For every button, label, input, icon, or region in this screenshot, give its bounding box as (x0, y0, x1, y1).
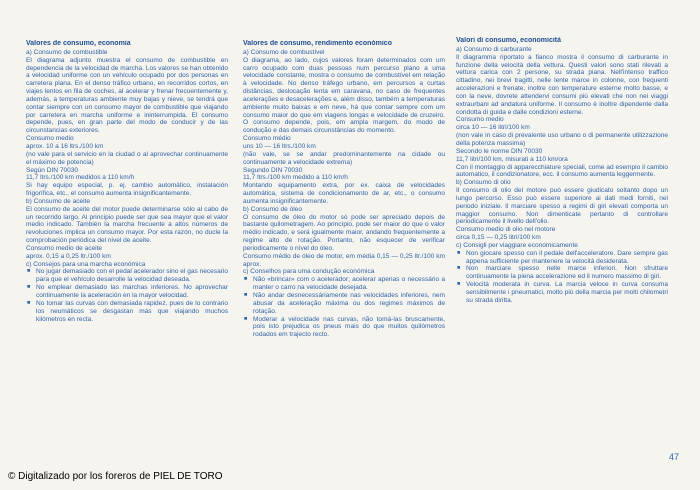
list-item: ■ Não andar desnecessáriamente nas velocidades inferiores, nem abusar da aceleração máxima ou dos regimes máximos de rotação. (243, 292, 445, 316)
section-heading: Valori di consumo, economicità (456, 37, 562, 44)
footer-credit: © Digitalizado por los foreros de PIEL DE TORO (8, 471, 223, 482)
paragraph: Il consumo di olio del motore può essere giudicato soltanto dopo un lungo percorso. Esso può essere superiore ai dati medi forniti, nel periodo iniziale. Il marciare spesso a regimi di giri elevati comporta un maggior consumo. Non dimenticate pertanto di controllare periodicamente il livello dell'olio. (456, 187, 668, 226)
paragraph: O consumo de óleo do motor só pode ser apreciado depois de bastante quilometragem. Ao princípio, pode ser maior do que o valor médio indicado, e será igualmente maior, andando frequentemente a regime alto de rotação. Portanto, não esquecer de verificar periodicamente o nível do óleo. (243, 213, 445, 252)
paragraph: (non vale in caso di prevalente uso urbano o di permanente utilizzazione della potenza massima) (456, 132, 668, 147)
list-item: ■ No tomar las curvas con demasiada rapidez, pues de lo contrario los neumáticos se desgastan más que viajando muchos kilómetros en recta. (26, 300, 228, 324)
paragraph: Consumo medio di olio nel motore (456, 226, 556, 234)
subheading: b) Consumo de aceite (26, 197, 91, 205)
paragraph: O diagrama, ao lado, cujos valores foram determinados com um carro ocupado com duas pessoas num percurso plano a uma velocidade constante, mostra o consumo de combustível em relação à velocidade. No denso tráfego urbano, em percursos a curtas distâncias, deslocação lenta em caravana, no caso de frequentes acelerações e desacelerações e, além disso, também a temperaturas ambiente muito baixas e em neve, há que contar sempre com um consumo maior do que em viagens longas e velocidade de cruzeiro. O consumo depende, pois, em ampla margem, do modo de condução e das demais circunstâncias do momento. (243, 56, 445, 135)
paragraph: uns 10 — 16 ltrs./100 km (243, 142, 316, 150)
paragraph: aprox. 0,15 a 0,25 ltr./100 km (26, 252, 111, 260)
list-item: ■ No jugar demasiado con el pedal acelerador sino el gas necesario para que el vehículo desarrolle la velocidad deseada. (26, 268, 228, 284)
paragraph: 11,7 ltrs./100 km medidos a 110 km/h (26, 174, 135, 182)
paragraph: (não vale, se se andar predominantemente na cidade ou continuamente a velocidade extrema) (243, 150, 445, 166)
subheading: a) Consumo de combustible (26, 48, 108, 56)
paragraph: circa 0,15 — 0,25 litri/100 km (456, 234, 541, 242)
subheading: a) Consumo di carburante (456, 45, 532, 53)
column-spanish (26, 40, 228, 323)
paragraph: Consumo médio de óleo de motor, em média 0,15 — 0,25 ltr./100 km aprox. (243, 252, 445, 268)
list-item: ■ Non giocare spesso con il pedale dell'acceleratore. Dare sempre gas appena sufficiente per mantenere la velocità desiderata. (456, 250, 668, 266)
subheading: b) Consumo di olio (456, 179, 511, 187)
list-item: ■ Non marciare spesso nelle marce inferiori. Non sfruttare continuamente la piena accelerazione ed il numero massimo di giri. (456, 265, 668, 281)
page-number: 47 (669, 452, 680, 462)
paragraph: Según DIN 70030 (26, 166, 79, 174)
list-item: ■ Velocità moderata in curva. La marcia veloce in curva consuma sensibilmente i pneumatici, molto più della marcia per molti chilometri su strada diritta. (456, 281, 668, 305)
subheading: c) Conselhos para uma condução económica (243, 268, 375, 276)
subheading: b) Consumo de óleo (243, 205, 302, 213)
paragraph: El consumo de aceite del motor puede determinarse sólo al cabo de un recorrido largo. Al principio puede ser que sea mayor que el valor medio indicado. También la marcha frecuente a altos números de revoluciones implica un consumo mayor. Por esta razón, no ducle la comprobación periódica del nivel de aceite. (26, 205, 228, 245)
paragraph: Consumo medio (26, 135, 74, 143)
paragraph: Segundo DIN 70030 (243, 166, 303, 174)
section-heading: Valores de consumo, rendimento económico (243, 40, 392, 47)
paragraph: Consumo médio (243, 135, 291, 143)
paragraph: circa 10 — 16 litri/100 km (456, 124, 530, 132)
paragraph: El diagrama adjunto muestra el consumo de combustible en dependencia de la velocidad de marcha. Los valores se han obtenido a velocidad uniforme con un vehículo ocupado por dos personas en carretera plana. En el denso tráfico urbano, en recorridos cortos, en viajes lentos en fila de coches, al acelerar y frenar frecuentemente y, además, a temperaturas ambiente muy bajas y nieve, se tendrá que contar siempre con un consumo mayor de combustible que viajando por carretera en marcha uniforme e ininterrumpida. El consumo depende, pues, en gran parte del modo de conducir y de las circunstancias exteriores. (26, 56, 228, 135)
paragraph: Il diagramma riportato a fianco mostra il consumo di carburante in funzione della velocità della vettura. Questi valori sono stati rilevati a vettura carica con 2 persone, su strada piana. Nell'intenso traffico cittadino, nei brevi tragitti, nelle lente marce in colonne, con frequenti accelerazioni e frenate, inoltre con temperature esterne molto basse, e con la neve, dovrete attendervi consumi più elevati che non nei viaggi extraurbani ad andatura uniforme. Il consumo è inoltre dipendente dalla condotta di guida e dalle condizioni esterne. (456, 53, 668, 116)
list-item: ■ Moderar a velocidade nas curvas, não tomá-las bruscamente, pois isto prejudica os pneus mais do que muitos quilómetros rodados em trajecto recto. (243, 316, 445, 340)
list-item: ■ No emplear demasiado las marchas inferiores. No aprovechar continuamente la aceleración en la mayor velocidad. (26, 284, 228, 300)
section-heading: Valores de consumo, economia (26, 40, 131, 47)
list-item: ■ Não «brincar» com o acelerador; acelerar apenas o necessário a manter o carro na velocidade desejada. (243, 276, 445, 292)
paragraph: (no vale para el servicio en la ciudad o al aprovechar continuamente el máximo de potencia) (26, 150, 228, 166)
paragraph: Con il montaggio di apparecchiature speciali, come ad esempio il cambio automatico, il condizionatore, ecc. il consumo aumenta leggermente. (456, 163, 668, 179)
paragraph: Consumo medio (456, 116, 504, 124)
paragraph: Montando equipamento extra, por ex. caixa de velocidades automática, sistema de condicionamento de ar, etc., o consumo aumenta insignificantemente. (243, 182, 445, 205)
column-italian (456, 37, 668, 305)
column-portuguese (243, 40, 445, 339)
paragraph: 11,7 litri/100 km, misurati a 110 km/ora (456, 155, 568, 163)
paragraph: Secondo le norme DIN 70030 (456, 147, 543, 155)
paragraph: Si hay equipo especial, p. ej. cambio automático, instalación frigorífica, etc., el consumo aumenta insignificantemente. (26, 182, 228, 198)
subheading: c) Consejos para una marcha económica (26, 260, 146, 268)
paragraph: Consumo medio de aceite (26, 244, 103, 252)
paragraph: aprox. 10 a 16 ltrs./100 km (26, 142, 104, 150)
paragraph: 11,7 ltrs./100 km medido a 110 km/h (243, 174, 348, 182)
subheading: a) Consumo de combustível (243, 48, 325, 56)
subheading: c) Consigli per viaggiare economicamente (456, 241, 578, 249)
